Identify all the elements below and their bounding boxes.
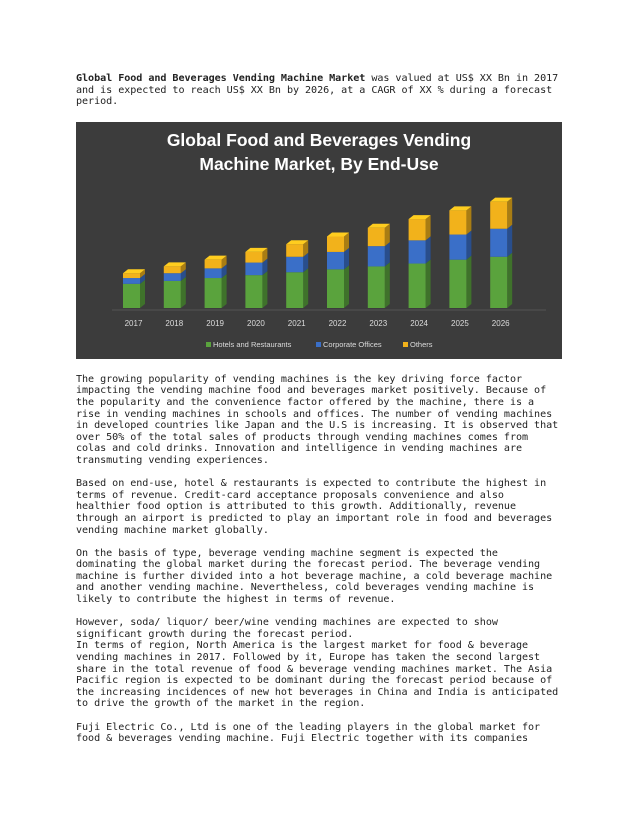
chart-svg (76, 122, 562, 359)
x-tick-label: 2017 (124, 318, 143, 328)
bar-side (426, 236, 431, 263)
bar-segment (286, 272, 303, 308)
bar-side (222, 274, 227, 308)
bar-segment (490, 201, 507, 228)
chart-title-line: Machine Market, By End-Use (199, 153, 439, 174)
paragraph-1: The growing popularity of vending machines is the key driving force factor impacting the vending machine food and beverages market positively. Because of the popularity and the convenience factor offered by the machine, there is a rise in vending machines in schools and offices. The number of vending machines in developed countries like Japan and the U.S is increasing. It is observed that over 50% of the total sales of products through vending machines comes from colas and cold drinks. Innovation and intelligence in vending machines are transmuting vending experiences. (76, 373, 559, 466)
bar-side (385, 262, 390, 308)
paragraph-5: In terms of region, North America is the largest market for food & beverage vending machines in 2017. Followed by it, Europe has taken the second largest share in the total revenue of food & beverage vending machines market. The Asia Pacific region is expected to be dominant during the forecast period because of the increasing incidences of new hot beverages in China and India is anticipated to drive the growth of the market in the region. (76, 640, 559, 710)
bar-side (466, 255, 471, 307)
bar-segment (449, 234, 466, 259)
bar-segment (123, 284, 140, 308)
bar-side (262, 271, 267, 308)
legend-label: Corporate Offices (323, 339, 382, 349)
bar-segment (205, 278, 222, 308)
market-chart (76, 122, 562, 359)
chart-title-line: Global Food and Beverages Vending (166, 129, 472, 150)
intro-text: was valued at US$ XX Bn in 2017 and is expected to reach US$ XX Bn by 2026, at a CAGR of XX % during a forecast period. (76, 73, 559, 108)
legend-swatch (206, 342, 211, 347)
bar-side (426, 215, 431, 240)
bar-side (507, 253, 512, 308)
x-tick-label: 2021 (287, 318, 306, 328)
bar-side (140, 280, 145, 308)
x-tick-label: 2018 (165, 318, 184, 328)
bar-segment (368, 246, 385, 266)
bar-segment (327, 252, 344, 269)
bar-segment (123, 273, 140, 278)
paragraph-3: On the basis of type, beverage vending machine segment is expected the dominating the global market during the forecast period. The beverage vending machine is further divided into a hot beverage machine, a cold beverage machine and another vending machine. Nevertheless, cold beverages vending machine is likely to contribute the highest in terms of revenue. (76, 547, 553, 606)
bar-segment (490, 257, 507, 308)
bar-segment (164, 281, 181, 308)
document-page (76, 73, 564, 756)
bar-side (507, 225, 512, 257)
paragraph-2: Based on end-use, hotel & restaurants is expected to contribute the highest in terms of revenue. Credit-card acceptance proposals convenience and also healthier food option is attributed to this growth. Additionally, revenue through an airport is predicted to play an important role in food and beverages vending machine market globally. (76, 478, 553, 536)
bar-segment (490, 229, 507, 257)
bar-segment (245, 275, 262, 308)
bar-side (303, 268, 308, 308)
bar-side (344, 265, 349, 308)
bar-segment (449, 210, 466, 234)
bar-side (181, 277, 186, 308)
intro-bold-title: Global Food and Beverages Vending Machine Market (76, 73, 366, 84)
bar-segment (164, 266, 181, 273)
legend-label: Hotels and Restaurants (213, 339, 292, 349)
bar-segment (449, 259, 466, 307)
bar-segment (286, 244, 303, 257)
x-tick-label: 2024 (410, 318, 428, 328)
bar-side (466, 206, 471, 234)
x-tick-label: 2022 (328, 318, 347, 328)
x-tick-label: 2023 (369, 318, 388, 328)
paragraph-6: Fuji Electric Co., Ltd is one of the leading players in the global market for food & beverages vending machine. Fuji Electric together with its companies (76, 721, 541, 745)
legend-label: Others (410, 339, 433, 349)
bar-segment (368, 228, 385, 246)
bar-segment (327, 269, 344, 308)
bar-segment (164, 273, 181, 281)
bar-segment (409, 240, 426, 263)
x-tick-label: 2019 (206, 318, 224, 328)
x-tick-label: 2026 (491, 318, 510, 328)
x-tick-label: 2020 (247, 318, 265, 328)
bar-segment (286, 257, 303, 272)
intro-paragraph (76, 73, 564, 108)
legend-swatch (316, 342, 321, 347)
bar-segment (409, 263, 426, 307)
bar-segment (409, 219, 426, 240)
bar-segment (245, 262, 262, 275)
bar-side (426, 259, 431, 307)
paragraph-4: However, soda/ liquor/ beer/wine vending machines are expected to show significant growth during the forecast period. (76, 617, 498, 640)
bar-side (507, 197, 512, 228)
x-tick-label: 2025 (451, 318, 469, 328)
bar-segment (205, 259, 222, 268)
bar-segment (327, 236, 344, 251)
bar-side (466, 230, 471, 259)
bar-segment (205, 268, 222, 278)
bar-segment (368, 266, 385, 308)
bar-segment (123, 278, 140, 284)
bar-segment (245, 252, 262, 263)
bar-side (385, 242, 390, 266)
legend-swatch (403, 342, 408, 347)
